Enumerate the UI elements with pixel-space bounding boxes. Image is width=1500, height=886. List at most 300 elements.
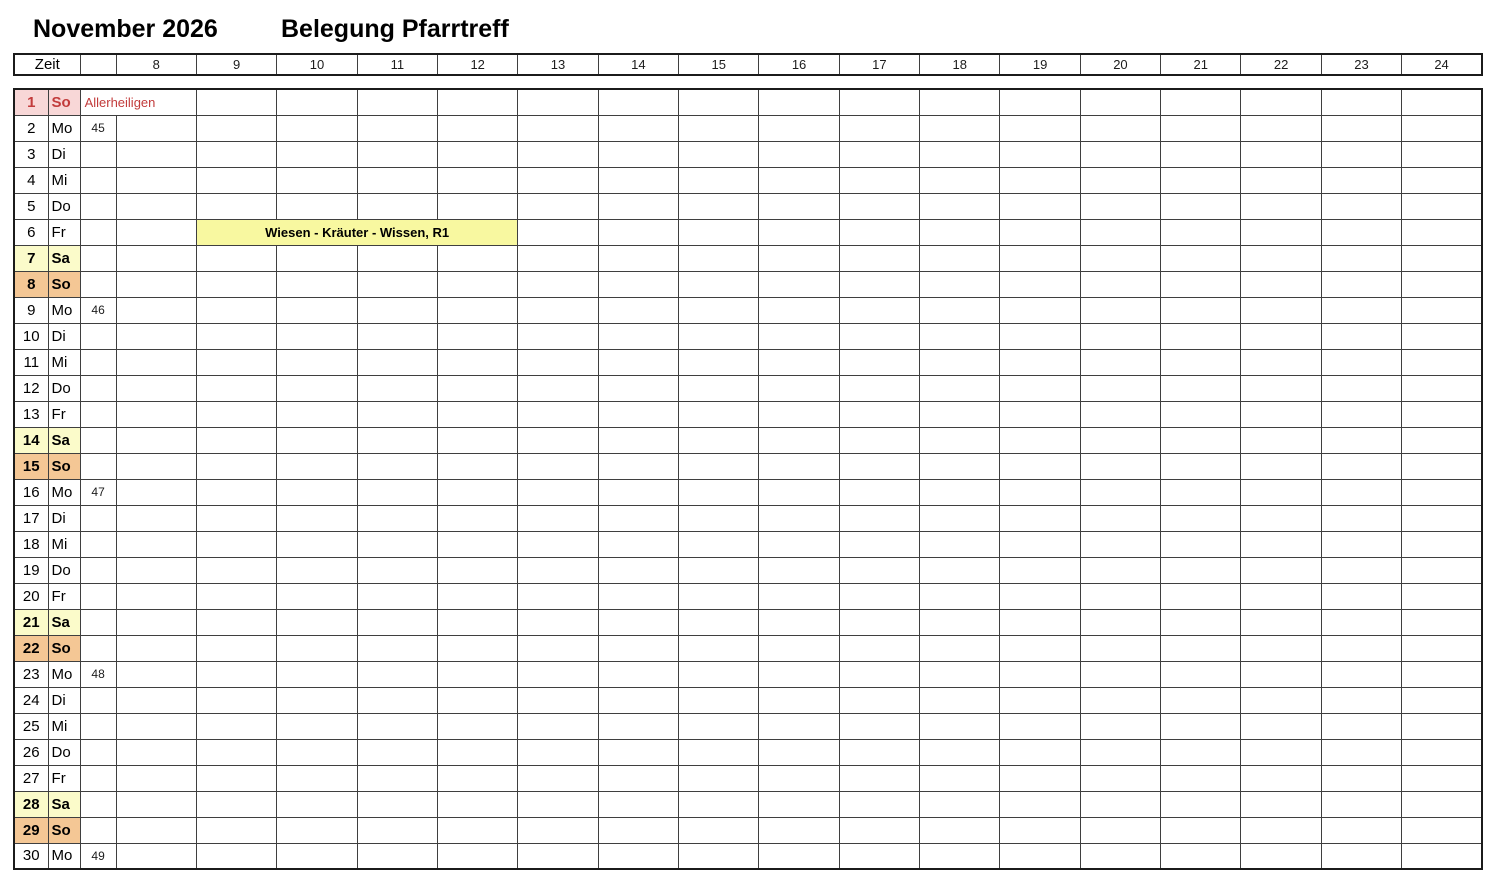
time-slot bbox=[196, 479, 276, 505]
time-slot bbox=[679, 323, 759, 349]
time-slot bbox=[116, 271, 196, 297]
time-slot bbox=[1080, 739, 1160, 765]
time-slot bbox=[277, 635, 357, 661]
hour-header-8: 8 bbox=[116, 54, 196, 75]
day-number: 23 bbox=[14, 661, 48, 687]
time-slot bbox=[1000, 531, 1080, 557]
time-slot bbox=[759, 505, 839, 531]
time-slot bbox=[518, 609, 598, 635]
time-slot bbox=[518, 453, 598, 479]
time-slot bbox=[196, 193, 276, 219]
day-row-10 bbox=[14, 323, 1482, 349]
time-slot bbox=[277, 323, 357, 349]
time-slot bbox=[679, 167, 759, 193]
time-slot bbox=[679, 349, 759, 375]
week-number bbox=[80, 453, 116, 479]
week-col-header bbox=[80, 54, 116, 75]
time-slot bbox=[438, 765, 518, 791]
time-slot bbox=[1080, 89, 1160, 115]
time-slot bbox=[196, 765, 276, 791]
time-slot bbox=[196, 115, 276, 141]
time-slot bbox=[518, 375, 598, 401]
time-slot bbox=[1402, 245, 1482, 271]
time-slot bbox=[357, 193, 437, 219]
time-slot bbox=[1080, 401, 1160, 427]
zeit-header: Zeit bbox=[14, 54, 80, 75]
time-slot bbox=[116, 505, 196, 531]
time-slot bbox=[518, 141, 598, 167]
day-number: 28 bbox=[14, 791, 48, 817]
day-row-28 bbox=[14, 791, 1482, 817]
time-slot bbox=[357, 661, 437, 687]
time-slot bbox=[1161, 375, 1241, 401]
time-slot bbox=[839, 661, 919, 687]
time-slot bbox=[196, 453, 276, 479]
time-slot bbox=[839, 167, 919, 193]
time-slot bbox=[518, 843, 598, 869]
time-slot bbox=[196, 817, 276, 843]
time-slot bbox=[920, 427, 1000, 453]
time-slot bbox=[920, 401, 1000, 427]
day-number: 29 bbox=[14, 817, 48, 843]
time-slot bbox=[1161, 141, 1241, 167]
time-slot bbox=[116, 765, 196, 791]
time-slot bbox=[438, 453, 518, 479]
weekday-label: Sa bbox=[48, 791, 80, 817]
week-number: 48 bbox=[80, 661, 116, 687]
weekday-label: Fr bbox=[48, 765, 80, 791]
time-slot bbox=[438, 531, 518, 557]
time-slot bbox=[759, 271, 839, 297]
time-slot bbox=[1161, 453, 1241, 479]
time-slot bbox=[1402, 401, 1482, 427]
time-slot bbox=[920, 193, 1000, 219]
time-slot bbox=[357, 271, 437, 297]
day-row-27 bbox=[14, 765, 1482, 791]
time-slot bbox=[598, 401, 678, 427]
time-slot bbox=[357, 245, 437, 271]
time-slot bbox=[277, 843, 357, 869]
time-slot bbox=[518, 557, 598, 583]
time-slot bbox=[1402, 713, 1482, 739]
time-slot bbox=[1241, 115, 1321, 141]
time-slot bbox=[679, 297, 759, 323]
time-slot bbox=[1000, 505, 1080, 531]
time-slot bbox=[1241, 167, 1321, 193]
time-slot bbox=[196, 635, 276, 661]
time-slot bbox=[759, 791, 839, 817]
time-slot bbox=[1402, 479, 1482, 505]
time-slot bbox=[438, 479, 518, 505]
time-slot bbox=[116, 609, 196, 635]
time-slot bbox=[598, 323, 678, 349]
time-slot bbox=[1161, 427, 1241, 453]
hour-header-9: 9 bbox=[196, 54, 276, 75]
time-slot bbox=[1241, 531, 1321, 557]
weekday-label: Mo bbox=[48, 115, 80, 141]
time-slot bbox=[116, 141, 196, 167]
time-slot bbox=[839, 557, 919, 583]
time-slot bbox=[679, 401, 759, 427]
time-slot bbox=[196, 609, 276, 635]
week-number bbox=[80, 193, 116, 219]
time-slot bbox=[1402, 323, 1482, 349]
time-slot bbox=[518, 323, 598, 349]
time-slot bbox=[1161, 661, 1241, 687]
time-slot bbox=[277, 817, 357, 843]
time-slot bbox=[1402, 687, 1482, 713]
weekday-label: Mo bbox=[48, 843, 80, 869]
time-slot bbox=[438, 739, 518, 765]
time-slot bbox=[679, 713, 759, 739]
week-number bbox=[80, 375, 116, 401]
time-slot bbox=[839, 713, 919, 739]
time-slot bbox=[1000, 687, 1080, 713]
time-slot bbox=[920, 713, 1000, 739]
day-number: 18 bbox=[14, 531, 48, 557]
time-slot bbox=[438, 375, 518, 401]
hour-header-16: 16 bbox=[759, 54, 839, 75]
month-title: November 2026 bbox=[33, 15, 218, 43]
time-slot bbox=[1080, 531, 1160, 557]
day-row-7 bbox=[14, 245, 1482, 271]
time-slot bbox=[1402, 271, 1482, 297]
week-number bbox=[80, 401, 116, 427]
time-slot bbox=[357, 167, 437, 193]
day-number: 21 bbox=[14, 609, 48, 635]
time-slot bbox=[920, 323, 1000, 349]
time-slot bbox=[598, 765, 678, 791]
time-slot bbox=[839, 219, 919, 245]
hour-header-13: 13 bbox=[518, 54, 598, 75]
time-header-row bbox=[14, 54, 1482, 75]
time-slot bbox=[759, 401, 839, 427]
time-slot bbox=[196, 141, 276, 167]
day-row-4 bbox=[14, 167, 1482, 193]
time-slot bbox=[357, 713, 437, 739]
time-slot bbox=[839, 271, 919, 297]
time-slot bbox=[1161, 531, 1241, 557]
time-slot bbox=[357, 531, 437, 557]
time-slot bbox=[1161, 219, 1241, 245]
week-number bbox=[80, 687, 116, 713]
time-slot bbox=[679, 583, 759, 609]
time-slot bbox=[679, 635, 759, 661]
time-slot bbox=[839, 427, 919, 453]
time-slot bbox=[1161, 791, 1241, 817]
time-slot bbox=[277, 531, 357, 557]
time-slot bbox=[1321, 635, 1401, 661]
time-slot bbox=[116, 297, 196, 323]
day-row-18 bbox=[14, 531, 1482, 557]
day-number: 2 bbox=[14, 115, 48, 141]
time-slot bbox=[679, 89, 759, 115]
time-slot bbox=[920, 531, 1000, 557]
weekday-label: Mo bbox=[48, 661, 80, 687]
time-slot bbox=[679, 453, 759, 479]
time-slot bbox=[839, 765, 919, 791]
time-slot bbox=[598, 843, 678, 869]
time-slot bbox=[116, 323, 196, 349]
time-slot bbox=[196, 843, 276, 869]
time-slot bbox=[679, 375, 759, 401]
day-row-15 bbox=[14, 453, 1482, 479]
week-number bbox=[80, 635, 116, 661]
time-slot bbox=[438, 843, 518, 869]
time-slot bbox=[438, 505, 518, 531]
time-slot bbox=[1241, 505, 1321, 531]
time-slot bbox=[679, 609, 759, 635]
time-slot bbox=[1000, 401, 1080, 427]
time-slot bbox=[518, 219, 598, 245]
time-slot bbox=[759, 89, 839, 115]
weekday-label: Di bbox=[48, 141, 80, 167]
day-row-6 bbox=[14, 219, 1482, 245]
time-slot bbox=[1161, 505, 1241, 531]
time-slot bbox=[1161, 193, 1241, 219]
time-slot bbox=[116, 193, 196, 219]
time-slot bbox=[1241, 713, 1321, 739]
time-slot bbox=[920, 661, 1000, 687]
time-slot bbox=[920, 557, 1000, 583]
time-slot bbox=[759, 427, 839, 453]
time-slot bbox=[196, 375, 276, 401]
time-slot bbox=[438, 349, 518, 375]
week-number bbox=[80, 167, 116, 193]
time-slot bbox=[1241, 141, 1321, 167]
time-slot bbox=[1321, 505, 1401, 531]
day-row-26 bbox=[14, 739, 1482, 765]
time-slot bbox=[1080, 141, 1160, 167]
time-slot bbox=[357, 349, 437, 375]
weekday-label: Do bbox=[48, 739, 80, 765]
time-slot bbox=[1402, 635, 1482, 661]
time-slot bbox=[1080, 427, 1160, 453]
time-slot bbox=[116, 635, 196, 661]
time-slot bbox=[920, 115, 1000, 141]
time-slot bbox=[598, 531, 678, 557]
time-slot bbox=[679, 115, 759, 141]
time-slot bbox=[357, 687, 437, 713]
hour-header-22: 22 bbox=[1241, 54, 1321, 75]
time-slot bbox=[1000, 141, 1080, 167]
time-slot bbox=[839, 89, 919, 115]
day-row-1 bbox=[14, 89, 1482, 115]
time-slot bbox=[1080, 557, 1160, 583]
time-slot bbox=[598, 713, 678, 739]
time-slot bbox=[679, 687, 759, 713]
time-slot bbox=[1321, 843, 1401, 869]
day-row-11 bbox=[14, 349, 1482, 375]
time-slot bbox=[277, 271, 357, 297]
weekday-label: So bbox=[48, 453, 80, 479]
weekday-label: Di bbox=[48, 323, 80, 349]
time-slot bbox=[196, 89, 276, 115]
day-number: 10 bbox=[14, 323, 48, 349]
time-slot bbox=[1000, 609, 1080, 635]
time-slot bbox=[438, 583, 518, 609]
time-slot bbox=[839, 791, 919, 817]
time-slot bbox=[1241, 557, 1321, 583]
weekday-label: Mi bbox=[48, 167, 80, 193]
time-slot bbox=[1241, 739, 1321, 765]
time-slot bbox=[438, 89, 518, 115]
hour-header-23: 23 bbox=[1321, 54, 1401, 75]
time-slot bbox=[196, 167, 276, 193]
day-number: 25 bbox=[14, 713, 48, 739]
time-slot bbox=[1161, 687, 1241, 713]
time-slot bbox=[518, 479, 598, 505]
day-row-2 bbox=[14, 115, 1482, 141]
time-slot bbox=[518, 713, 598, 739]
week-number bbox=[80, 817, 116, 843]
hour-header-20: 20 bbox=[1080, 54, 1160, 75]
time-slot bbox=[1321, 661, 1401, 687]
time-slot bbox=[1080, 687, 1160, 713]
day-number: 1 bbox=[14, 89, 48, 115]
time-slot bbox=[1241, 583, 1321, 609]
time-slot bbox=[839, 843, 919, 869]
time-slot bbox=[1161, 765, 1241, 791]
time-slot bbox=[196, 687, 276, 713]
time-slot bbox=[679, 141, 759, 167]
time-slot bbox=[1241, 453, 1321, 479]
time-slot bbox=[116, 115, 196, 141]
holiday-note: Allerheiligen bbox=[80, 89, 196, 115]
time-slot bbox=[1241, 219, 1321, 245]
time-slot bbox=[116, 453, 196, 479]
time-slot bbox=[116, 219, 196, 245]
time-slot bbox=[1080, 297, 1160, 323]
day-number: 15 bbox=[14, 453, 48, 479]
time-slot bbox=[116, 375, 196, 401]
time-slot bbox=[920, 349, 1000, 375]
time-slot bbox=[1161, 323, 1241, 349]
time-slot bbox=[1321, 219, 1401, 245]
time-slot bbox=[116, 817, 196, 843]
time-slot bbox=[920, 739, 1000, 765]
time-slot bbox=[598, 245, 678, 271]
time-slot bbox=[598, 739, 678, 765]
time-slot bbox=[1402, 843, 1482, 869]
time-slot bbox=[1241, 687, 1321, 713]
time-slot bbox=[357, 115, 437, 141]
time-slot bbox=[920, 583, 1000, 609]
time-slot bbox=[1321, 765, 1401, 791]
hour-header-11: 11 bbox=[357, 54, 437, 75]
time-slot bbox=[277, 427, 357, 453]
week-number: 46 bbox=[80, 297, 116, 323]
time-slot bbox=[598, 609, 678, 635]
time-slot bbox=[759, 817, 839, 843]
time-slot bbox=[357, 635, 437, 661]
time-slot bbox=[839, 531, 919, 557]
time-slot bbox=[920, 843, 1000, 869]
day-row-24 bbox=[14, 687, 1482, 713]
time-slot bbox=[277, 401, 357, 427]
time-slot bbox=[1161, 297, 1241, 323]
time-slot bbox=[759, 531, 839, 557]
time-slot bbox=[116, 427, 196, 453]
time-slot bbox=[277, 739, 357, 765]
weekday-label: Mo bbox=[48, 297, 80, 323]
time-slot bbox=[598, 583, 678, 609]
weekday-label: So bbox=[48, 271, 80, 297]
time-slot bbox=[598, 505, 678, 531]
week-number bbox=[80, 791, 116, 817]
time-slot bbox=[277, 453, 357, 479]
time-slot bbox=[438, 141, 518, 167]
weekday-label: Sa bbox=[48, 427, 80, 453]
time-slot bbox=[196, 739, 276, 765]
time-slot bbox=[679, 531, 759, 557]
time-slot bbox=[679, 791, 759, 817]
time-slot bbox=[1241, 635, 1321, 661]
day-number: 9 bbox=[14, 297, 48, 323]
time-slot bbox=[1000, 661, 1080, 687]
time-slot bbox=[438, 713, 518, 739]
time-slot bbox=[357, 843, 437, 869]
day-number: 3 bbox=[14, 141, 48, 167]
time-slot bbox=[920, 167, 1000, 193]
day-row-25 bbox=[14, 713, 1482, 739]
time-slot bbox=[679, 817, 759, 843]
week-number bbox=[80, 245, 116, 271]
time-slot bbox=[1161, 583, 1241, 609]
time-slot bbox=[1000, 375, 1080, 401]
time-slot bbox=[598, 115, 678, 141]
time-slot bbox=[438, 323, 518, 349]
time-slot bbox=[920, 791, 1000, 817]
time-slot bbox=[277, 115, 357, 141]
time-slot bbox=[116, 167, 196, 193]
day-row-22 bbox=[14, 635, 1482, 661]
time-slot bbox=[1080, 479, 1160, 505]
time-slot bbox=[759, 713, 839, 739]
time-slot bbox=[598, 427, 678, 453]
day-row-8 bbox=[14, 271, 1482, 297]
time-slot bbox=[357, 427, 437, 453]
time-slot bbox=[1241, 89, 1321, 115]
time-slot bbox=[1161, 609, 1241, 635]
hour-header-24: 24 bbox=[1402, 54, 1482, 75]
time-slot bbox=[1080, 817, 1160, 843]
day-row-14 bbox=[14, 427, 1482, 453]
day-number: 11 bbox=[14, 349, 48, 375]
week-number bbox=[80, 713, 116, 739]
page-title: Belegung Pfarrtreff bbox=[281, 15, 509, 43]
time-slot bbox=[1241, 323, 1321, 349]
time-slot bbox=[277, 297, 357, 323]
time-slot bbox=[1321, 375, 1401, 401]
time-slot bbox=[839, 193, 919, 219]
time-slot bbox=[116, 713, 196, 739]
time-slot bbox=[357, 375, 437, 401]
time-slot bbox=[759, 661, 839, 687]
time-slot bbox=[1000, 193, 1080, 219]
time-slot bbox=[759, 739, 839, 765]
time-slot bbox=[1241, 271, 1321, 297]
time-slot bbox=[759, 479, 839, 505]
time-slot bbox=[679, 193, 759, 219]
time-slot bbox=[839, 739, 919, 765]
time-slot bbox=[357, 791, 437, 817]
time-slot bbox=[1161, 167, 1241, 193]
time-slot bbox=[438, 115, 518, 141]
time-slot bbox=[1161, 635, 1241, 661]
day-number: 20 bbox=[14, 583, 48, 609]
time-slot bbox=[518, 427, 598, 453]
